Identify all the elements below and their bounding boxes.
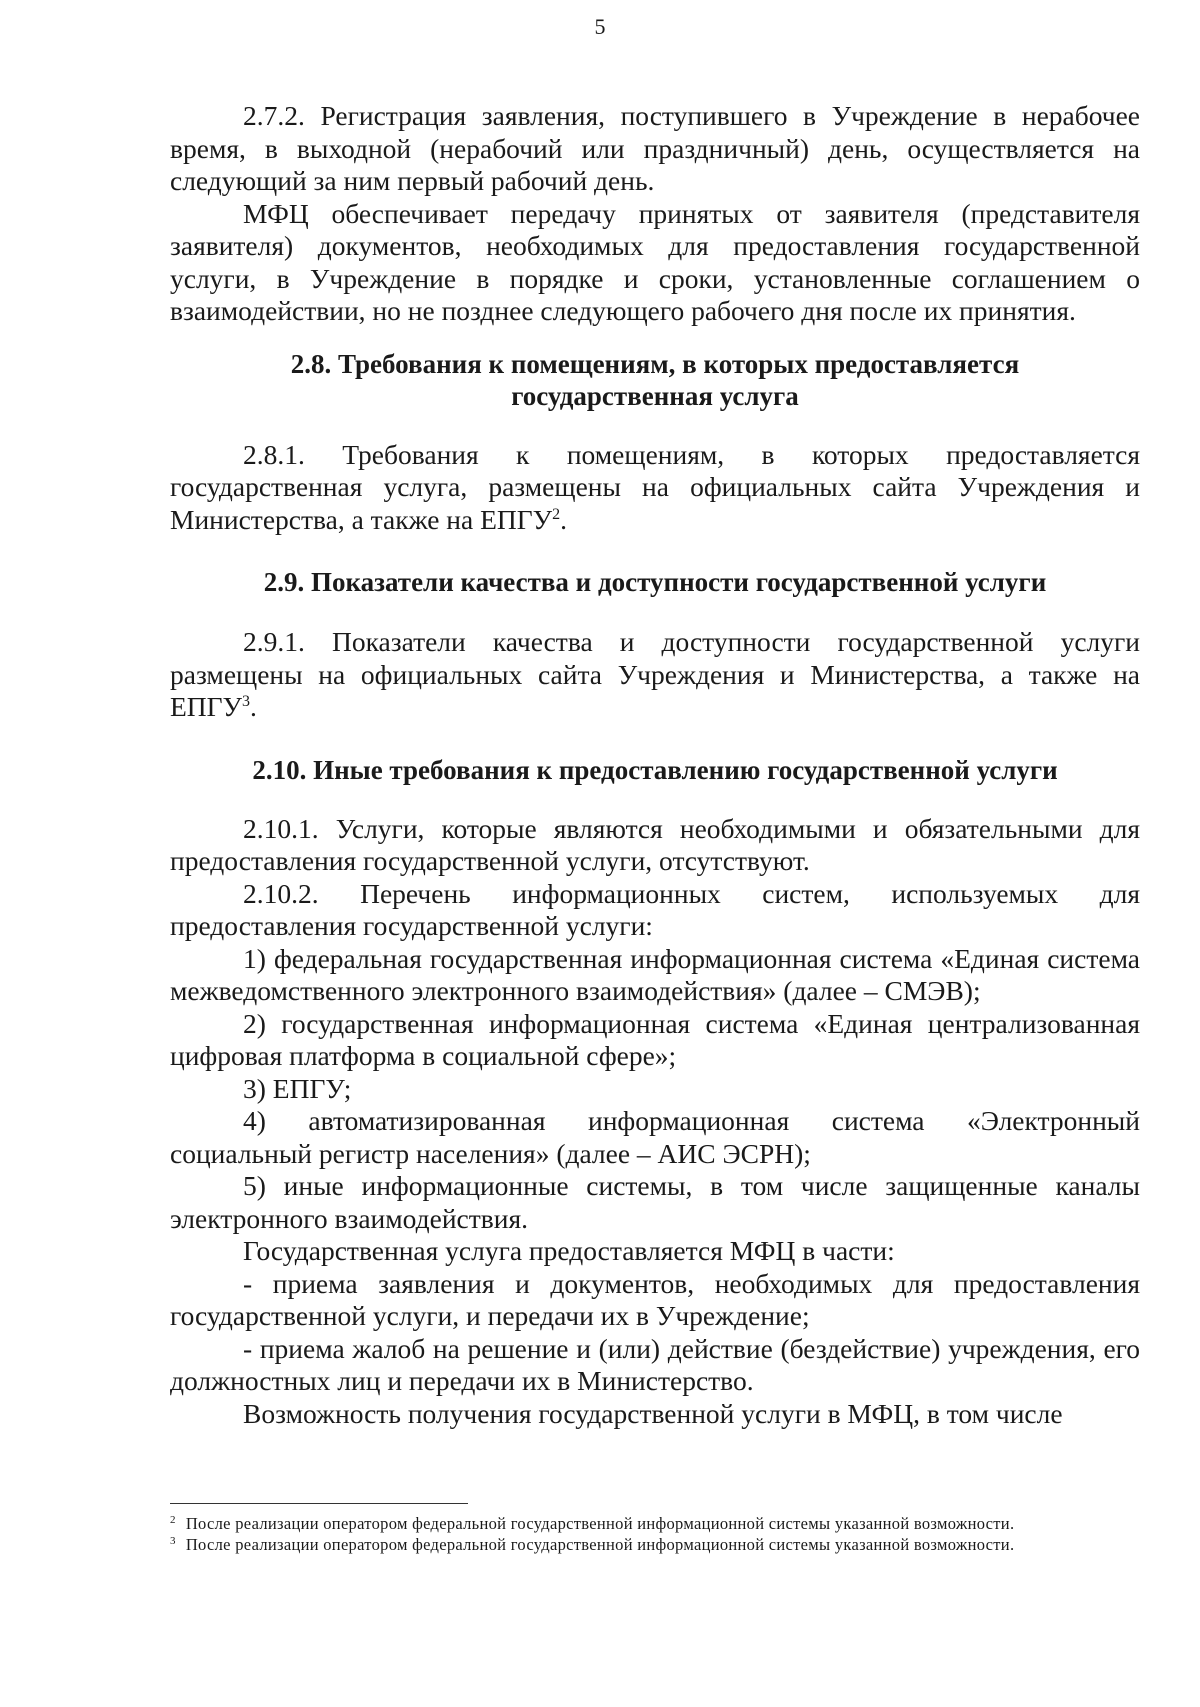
footnotes (170, 1513, 1140, 1555)
footnote-3 (170, 1534, 1140, 1555)
paragraph-2-8-1-text: 2.8.1. Требования к помещениям, в которых предоставляется государственная услуга, размещены на официальных сайта Учреждения и Министерства, а также на ЕПГУ (170, 438, 1140, 535)
paragraph-2-8-1-end: . (560, 503, 568, 535)
footnote-ref-3: 3 (242, 692, 251, 710)
footnote-mark-3: 3 (170, 1534, 176, 1547)
paragraph-2-9-1-end: . (250, 691, 257, 722)
list-item-3: 3) ЕПГУ; (243, 1072, 352, 1104)
paragraph-2-10-1: 2.10.1. Услуги, которые являются необходимыми и обязательными для предоставления государственной услуги, отсутствуют. (170, 812, 1140, 876)
footnote-text-3: После реализации оператором федеральной государственной информационной системы указанной возможности. (185, 1535, 1015, 1554)
heading-2-8-line2: государственная услуга (511, 380, 799, 411)
list-item-5: 5) иные информационные системы, в том числе защищенные каналы электронного взаимодействия. (170, 1170, 1140, 1234)
footnote-text-2: После реализации оператором федеральной государственной информационной системы указанной возможности. (185, 1514, 1015, 1533)
paragraph-mfc-transfer: МФЦ обеспечивает передачу принятых от заявителя (представителя заявителя) документов, необходимых для предоставления государственной услуги, в Учреждение в порядке и сроки, установленные соглашением о взаимодействии, но не позднее следующего рабочего дня после их принятия. (170, 197, 1140, 326)
paragraph-mfc-scope: Государственная услуга предоставляется МФЦ в части: (243, 1235, 895, 1266)
paragraph-2-8-1 (170, 439, 1140, 537)
paragraph-mfc-possibility: Возможность получения государственной услуги в МФЦ, в том числе (243, 1397, 1063, 1429)
paragraph-2-9-1-text: 2.9.1. Показатели качества и доступности государственной услуги размещены на официальных сайта Учреждения и Министерства, а также на ЕПГУ (170, 626, 1140, 722)
list-item-1: 1) федеральная государственная информационная система «Единая система межведомственного электронного взаимодействия» (далее – СМЭВ); (170, 942, 1140, 1006)
dash-item-2: - приема жалоб на решение и (или) действие (бездействие) учреждения, его должностных лиц и передачи их в Министерство. (170, 1332, 1140, 1396)
footnote-divider (170, 1503, 468, 1504)
list-item-2: 2) государственная информационная система «Единая централизованная цифровая платформа в социальной сфере»; (170, 1007, 1140, 1071)
paragraph-2-9-1 (170, 626, 1140, 724)
dash-item-1: - приема заявления и документов, необходимых для предоставления государственной услуги, и передачи их в Учреждение; (170, 1267, 1140, 1331)
heading-2-9: 2.9. Показатели качества и доступности государственной услуги (263, 567, 1047, 597)
page-number: 5 (594, 14, 606, 39)
footnote-2 (170, 1513, 1140, 1534)
heading-2-8 (170, 348, 1140, 412)
paragraph-2-7-2: 2.7.2. Регистрация заявления, поступившего в Учреждение в нерабочее время, в выходной (нерабочий или праздничный) день, осуществляется на следующий за ним первый рабочий день. (170, 100, 1140, 196)
heading-2-10: 2.10. Иные требования к предоставлению государственной услуги (252, 754, 1058, 785)
heading-2-8-line1: 2.8. Требования к помещениям, в которых предоставляется (290, 348, 1020, 379)
list-item-4: 4) автоматизированная информационная система «Электронный социальный регистр населения» (далее – АИС ЭСРН); (170, 1105, 1140, 1169)
footnote-mark-2: 2 (170, 1513, 176, 1526)
footnote-ref-2: 2 (552, 505, 561, 523)
document-body (170, 100, 1140, 1430)
paragraph-2-10-2: 2.10.2. Перечень информационных систем, используемых для предоставления государственной услуги: (170, 877, 1140, 941)
